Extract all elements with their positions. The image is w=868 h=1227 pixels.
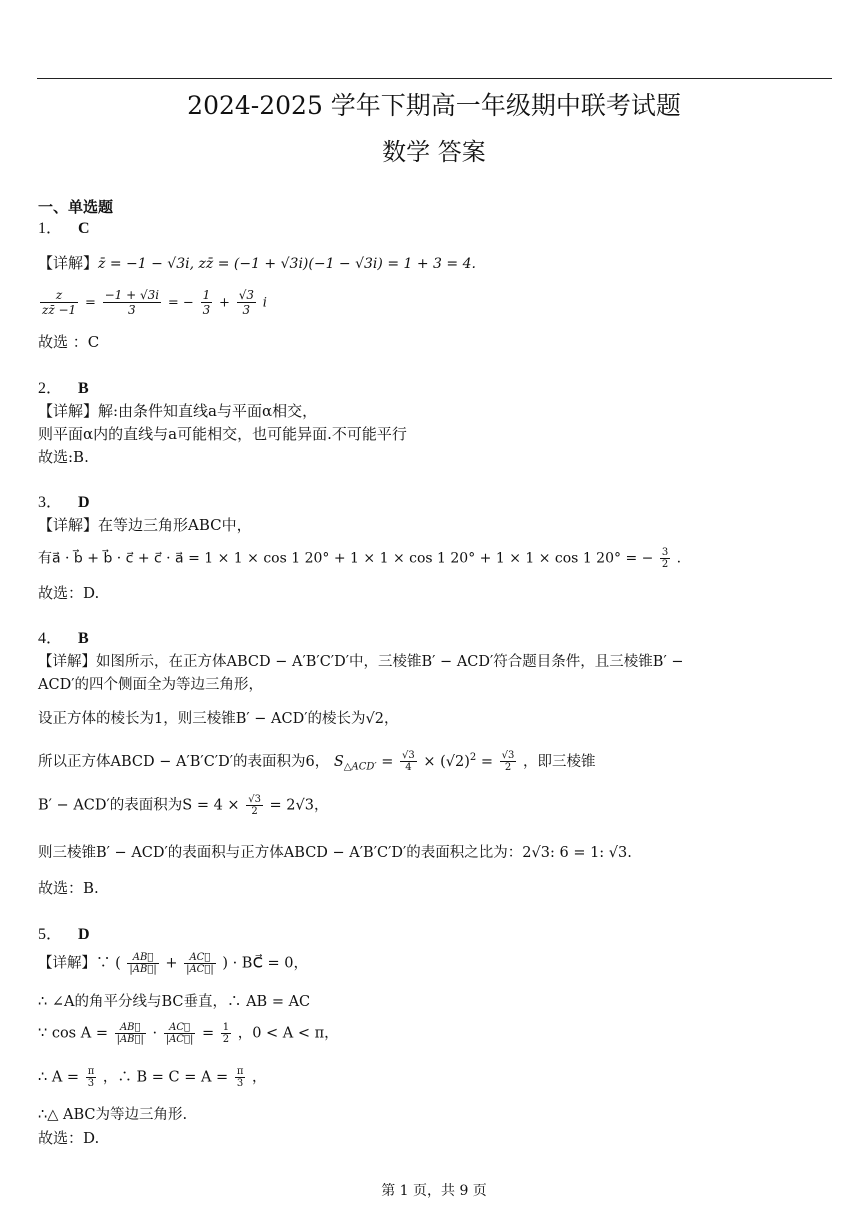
q5-l4-mid: ，∴ B = C = A = (102, 1069, 233, 1086)
q4-line6: 则三棱锥B′ − ACD′的表面积与正方体ABCD − A′B′C′D′的表面积之比为：2√3: 6 = 1: √3. (38, 845, 632, 861)
q4-conclusion: 故选：B. (38, 879, 99, 897)
q4-sqrt-term: × (√2) (423, 753, 470, 770)
section-heading: 一、单选题 (38, 198, 114, 216)
q4-line4 (38, 748, 596, 778)
q3-equation: 有a⃗ · b⃗ + b⃗ · c⃗ + c⃗ · a⃗ = 1 × 1 × cos 1 20° + 1 × 1 × cos 1 20° + 1 × 1 × cos 1 20° = − (38, 550, 654, 567)
q4-area-sub: △ACD′ (343, 761, 377, 773)
q1-frac-mid: $\frac{-1 + √3i}{3}$ (104, 288, 160, 317)
q1-header (38, 218, 90, 239)
q4-line2: ACD′的四个侧面全为等边三角形， (38, 677, 263, 693)
q1-eq-mid: = − (167, 295, 194, 311)
q1-conclusion: 故选 ：C (38, 333, 100, 351)
q3-conclusion: 故选：D. (38, 584, 100, 602)
q5-answer: D (78, 926, 90, 943)
q1-equation: z̄ = −1 − √3i, zz̄ = (−1 + √3i)(−1 − √3i) = 1 + 3 = 4. (98, 256, 476, 272)
q3-line2 (38, 547, 681, 570)
q5-l1-end: ) · BC⃗ = 0， (222, 955, 308, 972)
q5-l3-start: ∵ cos A = (38, 1025, 113, 1042)
q4-eq2: = (476, 753, 498, 770)
q2-line1: 【详解】解:由条件知直线a与平面α相交， (38, 402, 318, 420)
q3-answer: D (78, 494, 90, 511)
q5-frac-ab: $\frac{AB⃗}{|AB⃗|}$ (129, 952, 157, 975)
q2-line2: 则平面α内的直线与a可能相交，也可能异面.不可能平行 (38, 425, 407, 443)
q5-dot: · (152, 1025, 162, 1042)
q5-pi-frac1: $\frac{\pi}{3}$ (87, 1066, 95, 1089)
q3-header (38, 492, 90, 513)
q1-frac-lhs: $\frac{z}{zz̄ -1}$ (42, 288, 77, 317)
q5-frac-ac: $\frac{AC⃗}{|AC⃗|}$ (186, 952, 214, 975)
q5-header (38, 924, 90, 945)
q4-header (38, 628, 89, 649)
q5-line5: ∴△ ABC为等边三角形. (38, 1107, 188, 1123)
q4-frac2: $\frac{√3}{2}$ (501, 750, 515, 774)
header-rule (37, 78, 832, 79)
q4-line4-end: ，即三棱锥 (523, 753, 596, 770)
q5-conclusion: 故选：D. (38, 1129, 100, 1147)
q5-eq: = (201, 1025, 219, 1042)
q4-line5-text: B′ − ACD′的表面积为S = 4 × (38, 797, 245, 814)
q4-square: 2 (469, 752, 477, 763)
q1-detail-line (38, 253, 476, 274)
q5-line2: ∴ ∠A的角平分线与BC垂直，∴ AB = AC (38, 994, 311, 1010)
q5-line3 (38, 1022, 339, 1045)
q3-number: 3． (38, 494, 63, 511)
q4-line4-text: 所以正方体ABCD − A′B′C′D′的表面积为6， (38, 753, 330, 770)
q5-l4-end: ， (252, 1069, 267, 1086)
q5-line4 (38, 1066, 267, 1089)
q4-eq1: = (376, 753, 399, 770)
q5-cos-frac2: $\frac{AC⃗}{|AC⃗|}$ (165, 1022, 194, 1045)
q5-l3-end: ，0 < A < π， (237, 1025, 339, 1042)
q1-fraction-line: $\frac{z}{zz̄ -1}$ = $\frac{-1 + √3i}{3}$ = − $\frac{1}{3}$ + $\frac{√3}{3}$ i (42, 288, 267, 317)
page-title: 2024-2025 学年下期高一年级期中联考试题 (187, 91, 681, 120)
q4-area-symbol: S (333, 753, 344, 770)
q1-eq-end: i (262, 295, 267, 311)
q5-line1 (38, 952, 308, 975)
q4-frac1: $\frac{√3}{4}$ (402, 750, 415, 774)
q2-number: 2． (38, 380, 63, 397)
q3-end: . (676, 550, 682, 567)
q5-l4-start: ∴ A = (38, 1069, 84, 1086)
q4-number: 4． (38, 630, 63, 647)
q2-answer: B (78, 380, 89, 397)
q3-frac: $\frac{3}{2}$ (661, 547, 669, 570)
q4-line5 (38, 794, 329, 817)
q1-frac-a: $\frac{1}{3}$ (202, 288, 211, 317)
q5-number: 5． (38, 926, 63, 943)
q5-half: $\frac{1}{2}$ (222, 1022, 230, 1045)
q5-plus: + (165, 955, 183, 972)
q2-header (38, 378, 89, 399)
q4-line1: 【详解】如图所示，在正方体ABCD − A′B′C′D′中，三棱锥B′ − ACD′符合题目条件，且三棱锥B′ − (38, 654, 684, 670)
q5-pi-frac2: $\frac{\pi}{3}$ (236, 1066, 244, 1089)
q4-line5-end: = 2√3， (269, 797, 329, 814)
q1-detail-label: 【详解】 (38, 254, 99, 272)
q4-frac3: $\frac{√3}{2}$ (248, 794, 261, 817)
q1-number: 1． (38, 220, 63, 237)
page-subtitle: 数学 答案 (382, 138, 486, 166)
q1-frac-b: $\frac{√3}{3}$ (238, 288, 254, 317)
q5-l1-start: 【详解】∵ ( (38, 955, 121, 972)
q2-conclusion: 故选:B. (38, 448, 89, 466)
q5-cos-frac1: $\frac{AB⃗}{|AB⃗|}$ (116, 1022, 144, 1045)
q3-line1: 【详解】在等边三角形ABC中， (38, 516, 252, 534)
page-footer: 第 1 页，共 9 页 (381, 1183, 487, 1199)
q4-answer: B (78, 630, 89, 647)
q1-answer: C (78, 220, 90, 237)
q4-line3: 设正方体的棱长为1，则三棱锥B′ − ACD′的棱长为√2， (38, 711, 399, 727)
